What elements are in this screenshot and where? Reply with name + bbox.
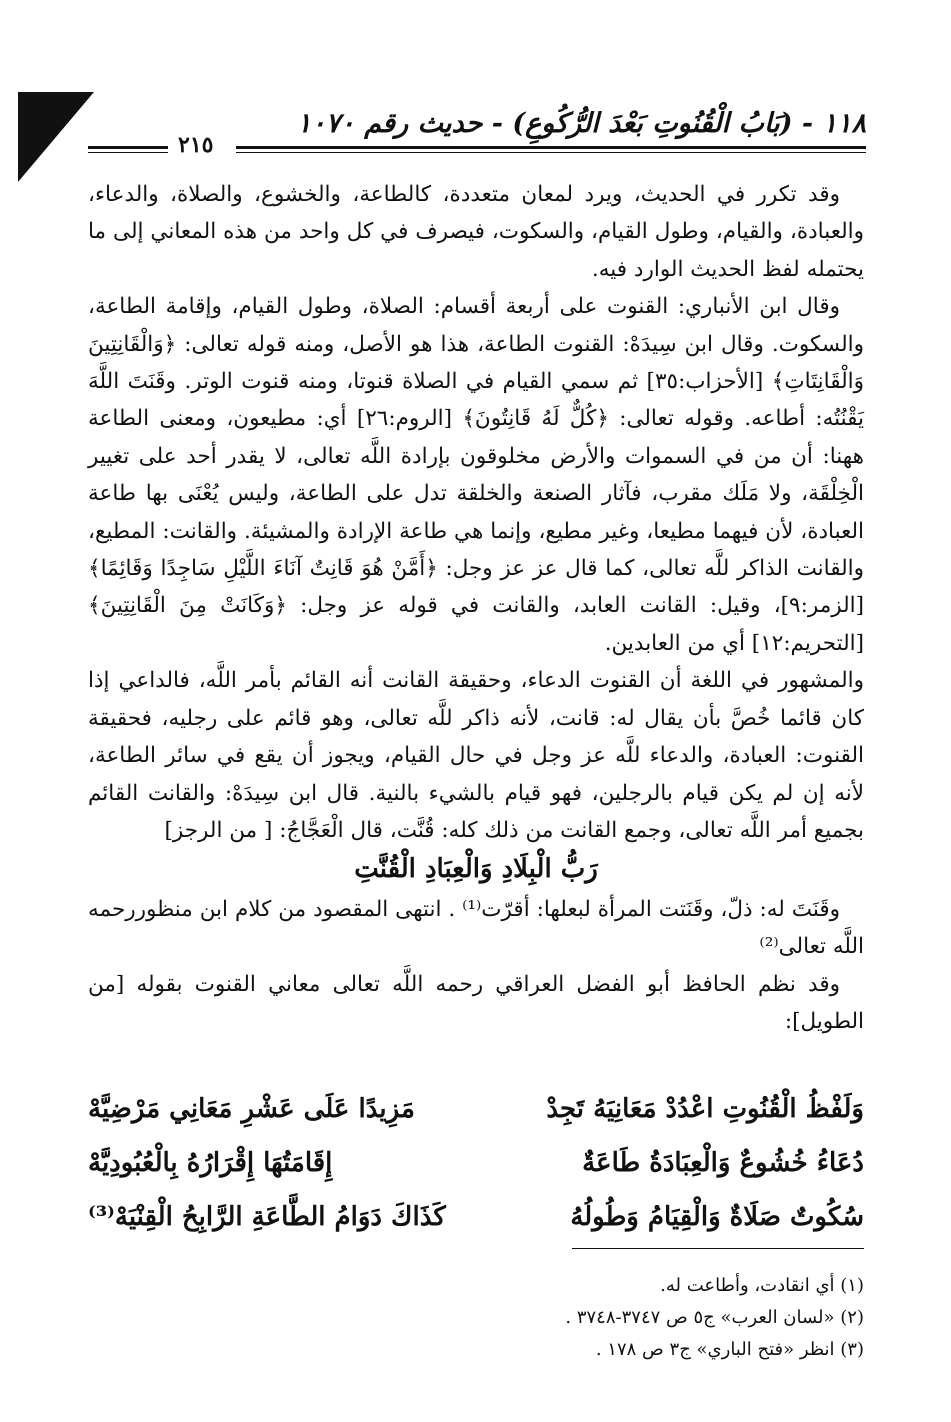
page-number: ٢١٥ <box>178 132 214 158</box>
poem-first-hemistich: دُعَاءُ خُشُوعٌ وَالْعِبَادَةُ طَاعَةٌ <box>582 1148 864 1178</box>
header-rule-short-thin <box>88 152 168 153</box>
footnote: (١) أي انقادت، وأطاعت له. <box>660 1275 864 1296</box>
poem-second-hemistich: كَذَاكَ دَوَامُ الطَّاعَةِ الرَّابِحُ الْقِنْيَهْ⁽³⁾ <box>88 1202 446 1232</box>
poem-line <box>88 1082 864 1136</box>
poem-second-hemistich: مَزِيدًا عَلَى عَشْرِ مَعَانِي مَرْضِيَّهْ <box>88 1094 415 1124</box>
poem-line <box>88 1136 864 1190</box>
poem-line <box>88 1190 864 1244</box>
paragraph: والمشهور في اللغة أن القنوت الدعاء، وحقيقة القانت أنه القائم بأمر اللَّه، فالداعي إذا كان قائما خُصَّ بأن يقال له: قانت، لأنه ذاكر للَّه تعالى، وهو قائم على رجليه، فحقيقة القنوت: العبادة، والدعاء للَّه عز وجل في حال القيام، ويجوز أن يقع في سائر الطاعة، لأنه إن لم يكن قيام بالرجلين، فهو قيام بالشيء بالنية. قال ابن سِيدَهْ: والقانت القائم بجميع أمر اللَّه تعالى، وجمع القانت من ذلك كله: قُنَّت، قال الْعَجَّاجُ: [ من الرجز] <box>88 668 864 843</box>
header-rule <box>236 146 866 149</box>
paragraph: وقَنَتَ له: ذلّ، وقَنَتت المرأة لبعلها: أقرّت⁽¹⁾ . انتهى المقصود من كلام ابن منظوررحمه اللَّه تعالى⁽²⁾ <box>88 896 864 960</box>
paragraph: وقال ابن الأنباري: القنوت على أربعة أقسام: الصلاة، وطول القيام، وإقامة الطاعة، والسكوت. وقال ابن سِيدَهْ: القنوت الطاعة، هذا هو الأصل، ومنه قوله تعالى: ﴿وَالْقَانِتِينَ وَالْقَانِتَاتِ﴾ [الأحزاب:٣٥] ثم سمي القيام في الصلاة قنوتا، ومنه قنوت الوتر. وقَنَتَ اللَّهَ يَقْنُتُه: أطاعه. وقوله تعالى: ﴿كُلٌّ لَهُ قَانِتُونَ﴾ [الروم:٢٦] أي: مطيعون، ومعنى الطاعة ههنا: أن من في السموات والأرض مخلوقون بإرادة اللَّه تعالى، لا يقدر أحد على تغيير الْخِلْقَة، ولا مَلَك مقرب، فآثار الصنعة والخلقة تدل على الطاعة، وليس يُعْنَى بها طاعة العبادة، لأن فيهما مطيعا، وغير مطيع، وإنما هي طاعة الإرادة والمشيئة. والقانت: المطيع، والقانت الذاكر للَّه تعالى، كما قال عز عز وجل: ﴿أَمَّنْ هُوَ قَانِتٌ آنَاءَ اللَّيْلِ سَاجِدًا وَقَائِمًا﴾ [الزمر:٩]، وقيل: القانت العابد، والقانت في قوله عز وجل: ﴿وَكَانَتْ مِنَ الْقَانِتِينَ﴾ [التحريم:١٢] أي من العابدين. <box>88 294 864 656</box>
main-text <box>88 176 864 1040</box>
corner-triangle-mark <box>18 92 94 182</box>
chapter-title: ١١٨ - (بَابُ الْقُنُوتِ بَعْدَ الرُّكُوعِ) - حديث رقم ١٠٧٠ <box>296 108 866 139</box>
poem-second-hemistich: إِقَامَتُهَا إِقْرَارُهُ بِالْعُبُودِيَّهْ <box>88 1148 333 1178</box>
paragraph: وقد تكرر في الحديث، ويرد لمعان متعددة، كالطاعة، والخشوع، والصلاة، والدعاء، والعبادة، والقيام، وطول القيام، والسكوت، فيصرف في كل واحد من هذه المعاني إلى ما يحتمله لفظ الحديث الوارد فيه. <box>88 182 864 282</box>
poem-first-hemistich: سُكُوتٌ صَلَاةٌ وَالْقِيَامُ وَطُولُهُ <box>570 1202 864 1232</box>
footnotes <box>88 1270 864 1366</box>
paragraph: وقد نظم الحافظ أبو الفضل العراقي رحمه اللَّه تعالى معاني القنوت بقوله [من الطويل]: <box>88 971 864 1034</box>
header-rule-short <box>88 146 168 149</box>
header-rule-thin <box>236 152 866 153</box>
rajaz-verse: رَبُّ الْبِلَادِ وَالْعِبَادِ الْقُنَّتِ <box>354 854 598 885</box>
footnote-separator <box>572 1248 864 1249</box>
footnote: (٣) انظر «فتح الباري» ج٣ ص ١٧٨ . <box>595 1339 864 1360</box>
footnote: (٢) «لسان العرب» ج٥ ص ٣٧٤٧-٣٧٤٨ . <box>565 1307 864 1328</box>
poem <box>88 1082 864 1244</box>
page-header <box>88 104 866 160</box>
poem-first-hemistich: وَلَفْظُ الْقُنُوتِ اعْدُدْ مَعَانِيَهُ تَجِدْ <box>546 1094 864 1124</box>
